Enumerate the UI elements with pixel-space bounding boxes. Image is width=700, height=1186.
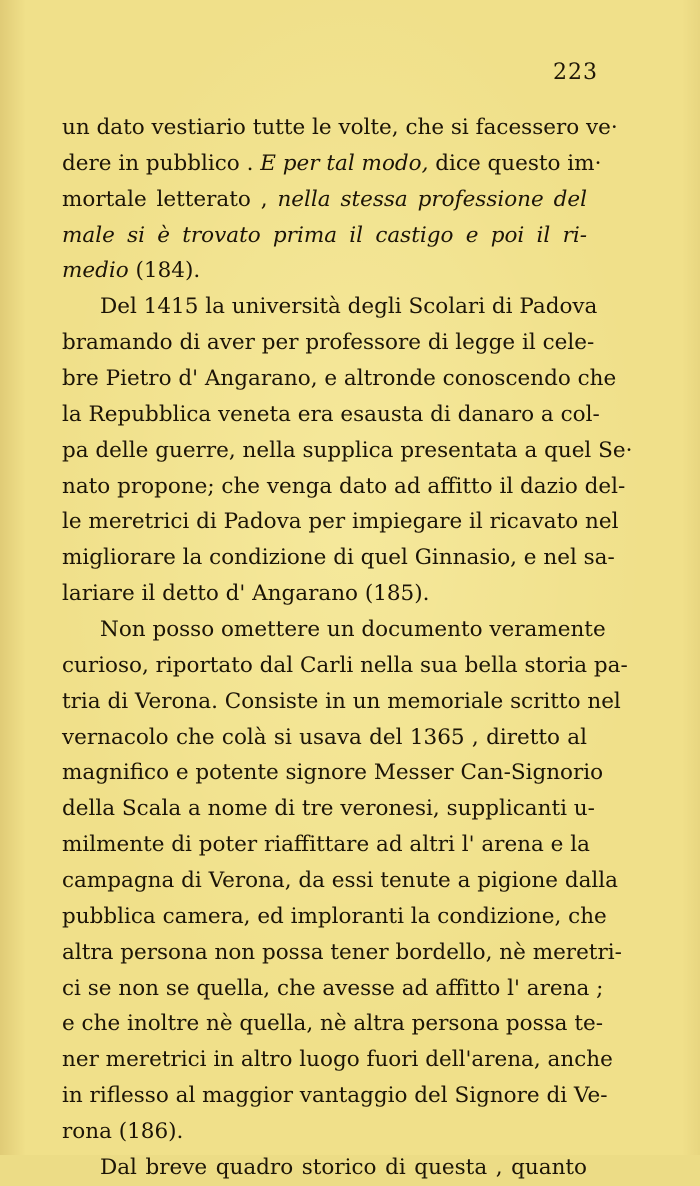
text-line bbox=[62, 791, 595, 827]
text-line bbox=[62, 612, 606, 648]
text-line-roman: altra persona non possa tener bordello, nè meretri- bbox=[62, 939, 622, 965]
text-line bbox=[62, 863, 618, 899]
text-line bbox=[62, 576, 587, 612]
text-line bbox=[62, 325, 595, 361]
text-line bbox=[62, 146, 602, 182]
body-text bbox=[62, 110, 633, 1186]
text-line bbox=[62, 1150, 587, 1186]
text-line-italic: nella stessa professione del bbox=[277, 186, 587, 212]
text-line-roman: lariare il detto d' Angarano (185). bbox=[62, 581, 430, 607]
text-line bbox=[62, 1078, 608, 1114]
text-line bbox=[62, 504, 619, 540]
text-line bbox=[62, 755, 604, 791]
text-line-roman: e che inoltre nè quella, nè altra persona possa te- bbox=[62, 1011, 603, 1037]
text-line-roman: vernacolo che colà si usava del 1365 , diretto al bbox=[62, 724, 587, 750]
text-line-roman: pa delle guerre, nella supplica presentata a quel Se· bbox=[62, 437, 633, 463]
text-line-italic: medio bbox=[62, 258, 129, 284]
text-line-roman: la Repubblica veneta era esausta di danaro a col- bbox=[62, 401, 600, 427]
text-line-roman: (184). bbox=[135, 258, 201, 284]
text-line-roman: migliorare la condizione di quel Ginnasio, e nel sa- bbox=[62, 545, 615, 571]
text-line-roman: dere in pubblico . bbox=[62, 150, 254, 176]
text-line-roman: Del 1415 la università degli Scolari di Padova bbox=[100, 294, 598, 320]
text-line-italic: E per tal modo, bbox=[260, 150, 429, 176]
text-line-roman: Non posso omettere un documento veramente bbox=[100, 617, 606, 643]
text-line bbox=[62, 397, 600, 433]
text-line bbox=[62, 1006, 603, 1042]
text-line-roman: nato propone; che venga dato ad affitto il dazio del- bbox=[62, 473, 626, 499]
text-line-roman: della Scala a nome di tre veronesi, supplicanti u- bbox=[62, 796, 595, 822]
page-number: 223 bbox=[553, 60, 598, 85]
text-line-roman: ci se non se quella, che avesse ad affitto l' arena ; bbox=[62, 975, 604, 1001]
text-line bbox=[62, 361, 617, 397]
text-line-roman: Dal breve quadro storico di questa , quanto bbox=[100, 1154, 587, 1180]
text-line-roman: magnifico e potente signore Messer Can-Signorio bbox=[62, 760, 604, 786]
text-line bbox=[62, 827, 590, 863]
text-line bbox=[62, 720, 587, 756]
text-line bbox=[62, 684, 621, 720]
text-line bbox=[62, 110, 618, 146]
text-line-roman: mortale letterato , bbox=[62, 186, 268, 212]
text-line-roman: rona (186). bbox=[62, 1119, 184, 1145]
text-line-roman: campagna di Verona, da essi tenute a pigione dalla bbox=[62, 868, 618, 894]
text-line bbox=[62, 540, 615, 576]
text-line bbox=[62, 182, 587, 218]
text-line-italic: male si è trovato prima il castigo e poi il ri- bbox=[62, 222, 587, 248]
text-line-roman: le meretrici di Padova per impiegare il ricavato nel bbox=[62, 509, 619, 535]
text-line bbox=[62, 469, 626, 505]
text-line bbox=[62, 648, 628, 684]
text-line bbox=[62, 1042, 613, 1078]
text-line bbox=[62, 971, 604, 1007]
text-line bbox=[62, 218, 587, 254]
text-line-roman: dice questo im· bbox=[435, 150, 602, 176]
text-line bbox=[62, 253, 587, 289]
text-line-roman: bre Pietro d' Angarano, e altronde conoscendo che bbox=[62, 366, 617, 392]
text-line bbox=[62, 433, 633, 469]
text-line-roman: ner meretrici in altro luogo fuori dell'arena, anche bbox=[62, 1047, 613, 1073]
text-line bbox=[62, 1114, 587, 1150]
text-line-roman: in riflesso al maggior vantaggio del Signore di Ve- bbox=[62, 1083, 608, 1109]
text-line-roman: tria di Verona. Consiste in un memoriale scritto nel bbox=[62, 688, 621, 714]
text-line-roman: bramando di aver per professore di legge il cele- bbox=[62, 330, 595, 356]
text-line-roman: un dato vestiario tutte le volte, che si facessero ve· bbox=[62, 115, 618, 140]
text-line-roman: curioso, riportato dal Carli nella sua bella storia pa- bbox=[62, 652, 628, 678]
text-line bbox=[62, 935, 622, 971]
text-line-roman: pubblica camera, ed imploranti la condizione, che bbox=[62, 903, 607, 929]
text-line bbox=[62, 289, 598, 325]
text-line bbox=[62, 899, 607, 935]
text-line-roman: milmente di poter riaffittare ad altri l' arena e la bbox=[62, 832, 590, 858]
